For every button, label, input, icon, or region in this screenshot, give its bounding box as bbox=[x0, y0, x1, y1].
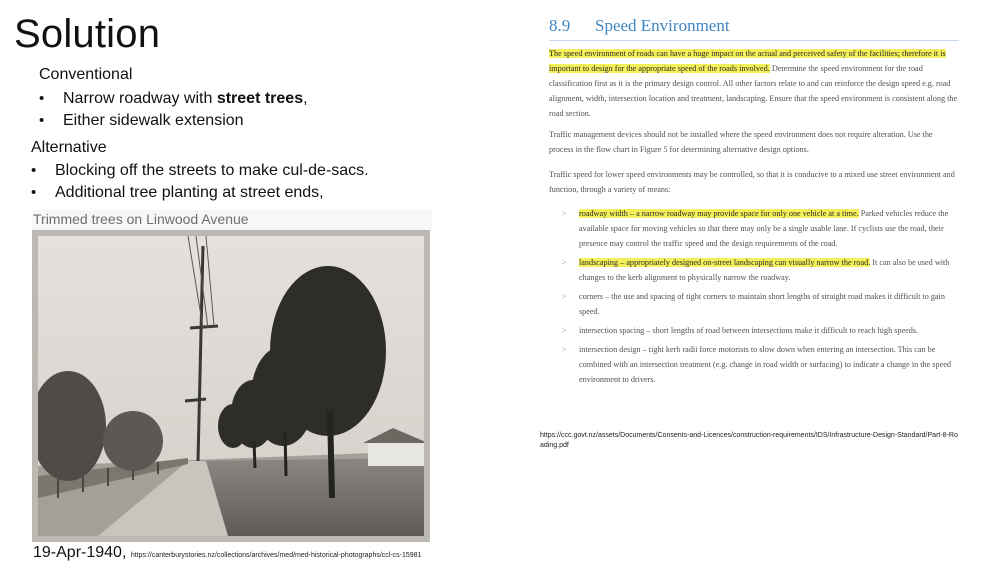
paragraph-traffic-devices: Traffic management devices should not be installed where the speed environment does not require alteration. Use the process in the flow chart in Figure 5 for determining alternative design options. bbox=[549, 130, 933, 154]
list-item: • Additional tree planting at street ends, bbox=[55, 182, 369, 204]
list-item: > intersection spacing – short lengths of road between intersections make it difficult to reach high speeds. bbox=[562, 326, 919, 335]
bold-text: street trees bbox=[216, 90, 304, 107]
list-item: > intersection design – tight kerb radii force motorists to slow down when entering an intersection. This can be combined with an intersection treatment (e.g. change in road width or surfacing) to indicate a change in the speed environment to drivers. bbox=[562, 345, 951, 384]
heading-divider bbox=[549, 40, 959, 41]
list-item: • Either sidewalk extension bbox=[63, 110, 308, 132]
paragraph-intro: The speed environment of roads can have a huge impact on the actual and perceived safety of the facilities; therefore it is important to design for the appropriate speed of the roads involved. Determine the speed environment for the road classification first as it is the primary design control. All other factors relate to and can reinforce the design speed e.g. road alignment, width, intersection location and treatment, landscaping. Ensure that the speed environment is consistent along the road section. bbox=[549, 49, 958, 118]
historical-photo bbox=[32, 230, 430, 542]
photo-date-line bbox=[33, 544, 421, 565]
section-title: Speed Environment bbox=[595, 16, 730, 35]
conventional-list bbox=[63, 88, 308, 132]
list-item: • Narrow roadway with street trees, bbox=[63, 88, 308, 110]
document-source-link[interactable]: https://ccc.govt.nz/assets/Documents/Consents-and-Licences/construction-requirements/IDS/Infrastructure-Design-Standard/Part-8-Roading.pdf bbox=[540, 432, 958, 449]
section-number: 8.9 bbox=[549, 16, 571, 35]
speed-means-list bbox=[562, 206, 957, 391]
paragraph-lower-speed: Traffic speed for lower speed environments may be controlled, so that it is conducive to a mixed use street environment and function, through a variety of means: bbox=[549, 170, 955, 194]
conventional-heading: Conventional bbox=[39, 66, 133, 83]
section-heading bbox=[549, 16, 730, 36]
list-item: > roadway width – a narrow roadway may provide space for only one vehicle at a time. Parked vehicles reduce the available space for moving vehicles so that there may only be a single usable lane. If cyclists use the road, their presence may control the traffic speed and the design requirements of the road. bbox=[562, 206, 957, 251]
photo-source-link[interactable]: https://canterburystories.nz/collections/archives/med/med-historical-photographs/ccl-cs-15981 bbox=[130, 552, 422, 559]
photo-caption: Trimmed trees on Linwood Avenue bbox=[32, 210, 432, 230]
street-trees-photo bbox=[38, 236, 424, 536]
alternative-list bbox=[55, 160, 369, 204]
list-item: > landscaping – appropriately designed on-street landscaping can visually narrow the road. It can also be used with changes to the kerb alignment to physically narrow the roadway. bbox=[562, 258, 950, 282]
list-item: > corners – the use and spacing of tight corners to maintain short lengths of straight road makes it difficult to gain speed. bbox=[562, 292, 945, 316]
highlighted-text: The speed environment of roads can have a huge impact on the actual and perceived safety of the facilities; therefore it is important to design for the appropriate speed of the roads involved. bbox=[549, 49, 946, 73]
list-item: • Blocking off the streets to make cul-de-sacs. bbox=[55, 160, 369, 182]
slide-title: Solution bbox=[14, 12, 161, 56]
alternative-heading: Alternative bbox=[31, 139, 107, 156]
photo-date: 19-Apr-1940, bbox=[33, 544, 127, 561]
list-marker: > bbox=[562, 209, 567, 218]
